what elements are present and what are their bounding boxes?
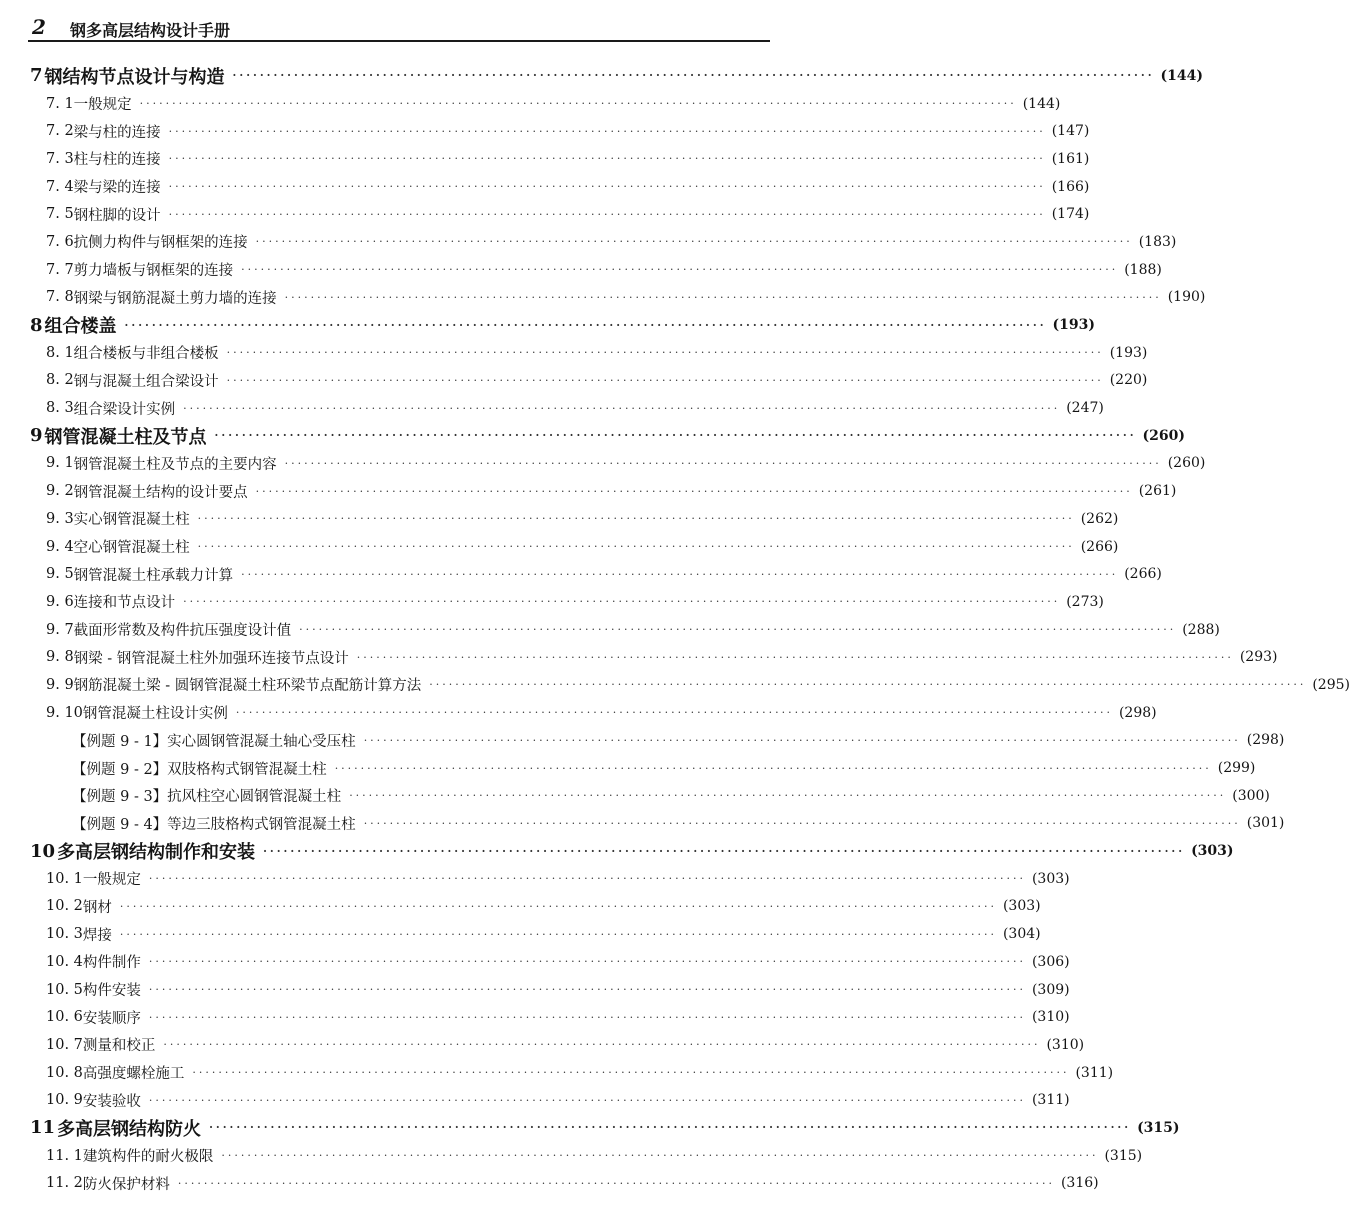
toc-entry [0, 1059, 1114, 1087]
toc-entry-title: 截面形常数及构件抗压强度设计值 [73, 623, 292, 640]
toc-entry-page: (311) [1075, 1064, 1114, 1081]
toc-entry [0, 1142, 1143, 1170]
dot-leader: ······································································································································· [148, 1010, 1026, 1024]
dot-leader: ······································································································································· [148, 1093, 1026, 1107]
dot-leader: ······································································································································· [232, 69, 1155, 83]
toc-entry [0, 782, 1270, 810]
toc-entry-title: 组合梁设计实例 [73, 401, 176, 418]
toc-entry-number: 9. 2 [46, 483, 74, 500]
toc-entry-page: (190) [1167, 289, 1206, 306]
toc-entry-title: 钢柱脚的设计 [73, 207, 161, 224]
toc-entry-title: 钢与混凝土组合梁设计 [73, 373, 219, 390]
toc-entry [0, 1170, 1099, 1198]
dot-leader: ······································································································································· [148, 955, 1026, 969]
toc-entry [0, 422, 1186, 450]
toc-entry [0, 699, 1157, 727]
dot-leader: ······································································································································· [255, 484, 1133, 498]
toc-entry [0, 145, 1090, 173]
toc-entry-title: 建筑构件的耐火极限 [82, 1149, 214, 1166]
dot-leader: ······································································································································· [163, 1038, 1041, 1052]
toc-entry-page: (309) [1031, 981, 1070, 998]
toc-entry [0, 117, 1090, 145]
dot-leader: ······································································································································· [349, 789, 1227, 803]
toc-entry-title: 钢结构节点设计与构造 [44, 66, 225, 88]
dot-leader: ······································································································································· [119, 927, 997, 941]
toc-entry [0, 643, 1278, 671]
toc-entry-number: 9. 8 [46, 649, 74, 666]
toc-entry-title: 安装顺序 [82, 1010, 141, 1027]
toc-entry-number: 10. 7 [46, 1036, 83, 1053]
toc-entry-number: 9 [30, 425, 43, 447]
toc-entry-title: 【例题 9 - 3】抗风柱空心圆钢管混凝土柱 [72, 789, 342, 806]
toc-entry-number: 10. 3 [46, 926, 83, 943]
dot-leader: ······································································································································· [429, 678, 1307, 692]
toc-entry-title: 钢管混凝土结构的设计要点 [73, 484, 248, 501]
dot-leader: ······································································································································· [284, 290, 1162, 304]
toc-entry-page: (220) [1109, 372, 1148, 389]
toc-entry [0, 920, 1041, 948]
dot-leader: ······································································································································· [255, 235, 1133, 249]
toc-entry [0, 616, 1220, 644]
toc-entry-page: (316) [1060, 1175, 1099, 1192]
toc-entry-page: (188) [1124, 261, 1162, 278]
dot-leader: ······································································································································· [363, 816, 1241, 830]
toc-entry-number: 11 [30, 1117, 56, 1139]
toc-entry-page: (310) [1031, 1009, 1070, 1026]
toc-entry-number: 7. 4 [46, 178, 74, 195]
dot-leader: ······································································································································· [168, 124, 1046, 138]
toc-entry [0, 948, 1070, 976]
book-title: 钢多高层结构设计手册 [70, 21, 231, 40]
toc-entry-page: (298) [1118, 704, 1157, 721]
dot-leader: ······································································································································· [124, 318, 1047, 332]
toc-entry-page: (247) [1066, 400, 1104, 417]
dot-leader: ······································································································································· [197, 512, 1075, 526]
dot-leader: ······································································································································· [192, 1066, 1070, 1080]
toc-entry-number: 10. 5 [46, 981, 83, 998]
dot-leader: ······································································································································· [221, 1149, 1099, 1163]
dot-leader: ······································································································································· [148, 872, 1026, 886]
dot-leader: ······································································································································· [299, 623, 1177, 637]
toc-entry-title: 防火保护材料 [82, 1176, 170, 1193]
toc-entry-title: 【例题 9 - 1】实心圆钢管混凝土轴心受压柱 [72, 733, 356, 750]
dot-leader: ······································································································································· [168, 207, 1046, 221]
toc-entry [0, 367, 1148, 395]
toc-entry-number: 7. 5 [46, 206, 74, 223]
dot-leader: ······································································································································· [183, 401, 1061, 415]
toc-entry-page: (306) [1031, 953, 1070, 970]
toc-entry-title: 组合楼板与非组合楼板 [73, 346, 219, 363]
dot-leader: ······································································································································· [119, 899, 997, 913]
toc-entry-title: 焊接 [82, 927, 112, 944]
toc-entry-number: 7. 7 [46, 261, 74, 278]
toc-entry-title: 一般规定 [73, 97, 132, 114]
toc-entry-number: 11. 2 [46, 1175, 83, 1192]
toc-entry-page: (144) [1022, 95, 1061, 112]
toc-entry-page: (304) [1002, 926, 1041, 943]
toc-entry-title: 构件安装 [82, 983, 141, 1000]
toc-entry-number: 7. 8 [46, 289, 74, 306]
toc-entry [0, 256, 1162, 284]
toc-entry-number: 9. 6 [46, 593, 74, 610]
toc-entry [0, 588, 1104, 616]
toc-entry-title: 多高层钢结构制作和安装 [57, 842, 256, 864]
toc-entry-page: (300) [1232, 787, 1270, 804]
toc-entry-number: 9. 3 [46, 510, 74, 527]
toc-entry [0, 671, 1350, 699]
dot-leader: ······································································································································· [241, 567, 1119, 581]
toc-entry-title: 构件制作 [82, 955, 141, 972]
toc-entry [0, 560, 1162, 588]
toc-entry [0, 228, 1177, 256]
toc-entry [0, 90, 1061, 118]
toc-entry-number: 10. 8 [46, 1064, 83, 1081]
table-of-contents [0, 62, 1350, 1197]
toc-entry-page: (183) [1138, 233, 1177, 250]
toc-entry [0, 727, 1285, 755]
toc-entry-number: 9. 1 [46, 455, 74, 472]
toc-entry [0, 394, 1104, 422]
toc-entry-number: 7. 3 [46, 150, 74, 167]
toc-entry-title: 高强度螺栓施工 [82, 1066, 185, 1083]
dot-leader: ······································································································································· [363, 733, 1241, 747]
dot-leader: ······································································································································· [148, 983, 1026, 997]
toc-entry-page: (303) [1031, 870, 1070, 887]
toc-entry [0, 533, 1119, 561]
toc-entry [0, 1003, 1070, 1031]
toc-entry-number: 8. 3 [46, 400, 74, 417]
toc-entry-page: (299) [1217, 760, 1256, 777]
toc-entry-page: (260) [1142, 427, 1186, 444]
toc-entry-page: (193) [1109, 344, 1148, 361]
toc-entry-page: (301) [1246, 815, 1285, 832]
toc-entry [0, 505, 1119, 533]
dot-leader: ······································································································································· [284, 456, 1162, 470]
toc-entry [0, 893, 1041, 921]
toc-entry [0, 1031, 1085, 1059]
toc-entry-title: 钢材 [82, 899, 112, 916]
toc-entry-title: 钢管混凝土柱承载力计算 [73, 567, 234, 584]
dot-leader: ······································································································································· [168, 180, 1046, 194]
toc-entry-page: (288) [1182, 621, 1220, 638]
toc-entry-page: (262) [1080, 510, 1119, 527]
toc-entry-page: (310) [1046, 1036, 1085, 1053]
dot-leader: ······································································································································· [226, 373, 1104, 387]
dot-leader: ······································································································································· [197, 540, 1075, 554]
toc-entry-title: 一般规定 [82, 872, 141, 889]
toc-entry-number: 9. 10 [46, 704, 83, 721]
toc-entry-title: 钢管混凝土柱设计实例 [82, 706, 228, 723]
toc-entry [0, 284, 1206, 312]
toc-entry-number: 10 [30, 840, 56, 862]
toc-entry [0, 810, 1285, 838]
toc-entry-number: 9. 7 [46, 621, 74, 638]
dot-leader: ······································································································································· [168, 152, 1046, 166]
toc-entry-number: 10. 4 [46, 953, 83, 970]
toc-entry [0, 173, 1090, 201]
toc-entry-title: 梁与梁的连接 [73, 180, 161, 197]
toc-entry-number: 9. 4 [46, 538, 74, 555]
dot-leader: ······································································································································· [177, 1176, 1055, 1190]
toc-entry-page: (303) [1191, 843, 1234, 860]
toc-entry-page: (303) [1002, 898, 1041, 915]
toc-entry-title: 安装验收 [82, 1093, 141, 1110]
toc-entry-page: (261) [1138, 483, 1177, 500]
dot-leader: ······································································································································· [334, 761, 1212, 775]
toc-entry [0, 200, 1090, 228]
toc-entry-title: 多高层钢结构防火 [57, 1118, 202, 1140]
dot-leader: ······································································································································· [183, 595, 1061, 609]
toc-entry-number: 9. 5 [46, 566, 74, 583]
toc-entry-page: (266) [1124, 566, 1162, 583]
toc-entry-page: (311) [1031, 1092, 1070, 1109]
dot-leader: ······································································································································· [263, 844, 1186, 858]
toc-entry-title: 测量和校正 [82, 1038, 156, 1055]
toc-entry-title: 连接和节点设计 [73, 595, 176, 612]
toc-entry-number: 10. 9 [46, 1092, 83, 1109]
toc-entry-number: 7. 6 [46, 233, 74, 250]
dot-leader: ······································································································································· [226, 346, 1104, 360]
toc-entry-title: 实心钢管混凝土柱 [73, 512, 190, 529]
toc-entry [0, 477, 1177, 505]
dot-leader: ······································································································································· [356, 650, 1234, 664]
toc-entry [0, 865, 1070, 893]
toc-entry-number: 7. 2 [46, 123, 74, 140]
toc-entry-page: (166) [1051, 178, 1090, 195]
toc-entry-page: (315) [1104, 1147, 1143, 1164]
toc-entry-page: (298) [1246, 732, 1285, 749]
toc-entry [0, 1086, 1070, 1114]
toc-entry-title: 钢筋混凝土梁 - 圆钢管混凝土柱环梁节点配筋计算方法 [73, 678, 422, 695]
toc-entry-number: 8 [30, 314, 43, 336]
toc-entry-title: 抗侧力构件与钢框架的连接 [73, 235, 248, 252]
toc-entry-page: (174) [1051, 206, 1090, 223]
dot-leader: ······································································································································· [241, 263, 1119, 277]
toc-entry-title: 钢梁与钢筋混凝土剪力墙的连接 [73, 290, 277, 307]
toc-entry-number: 10. 2 [46, 898, 83, 915]
toc-entry [0, 62, 1204, 90]
toc-entry [0, 1114, 1180, 1142]
page-number: 2 [32, 15, 46, 39]
dot-leader: ······································································································································· [209, 1121, 1132, 1135]
toc-entry-title: 【例题 9 - 4】等边三肢格构式钢管混凝土柱 [72, 816, 356, 833]
toc-entry-page: (260) [1167, 455, 1206, 472]
toc-entry [0, 837, 1234, 865]
toc-entry-number: 10. 6 [46, 1009, 83, 1026]
toc-entry-title: 梁与柱的连接 [73, 124, 161, 141]
toc-entry [0, 754, 1256, 782]
toc-entry-number: 8. 2 [46, 372, 74, 389]
dot-leader: ······································································································································· [235, 706, 1113, 720]
toc-entry-page: (144) [1160, 67, 1204, 84]
toc-entry [0, 450, 1206, 478]
running-header [28, 12, 770, 42]
toc-entry-page: (161) [1051, 150, 1090, 167]
toc-entry-title: 柱与柱的连接 [73, 152, 161, 169]
toc-entry-number: 8. 1 [46, 344, 74, 361]
toc-entry-title: 钢管混凝土柱及节点的主要内容 [73, 456, 277, 473]
toc-entry [0, 311, 1096, 339]
toc-entry-number: 11. 1 [46, 1147, 83, 1164]
toc-entry-page: (293) [1239, 649, 1278, 666]
dot-leader: ······································································································································· [139, 97, 1017, 111]
toc-entry-number: 7. 1 [46, 95, 74, 112]
toc-entry-page: (266) [1080, 538, 1119, 555]
toc-entry-title: 组合楼盖 [44, 316, 117, 338]
dot-leader: ······································································································································· [214, 429, 1137, 443]
toc-entry-number: 10. 1 [46, 870, 83, 887]
toc-entry-title: 钢管混凝土柱及节点 [44, 426, 207, 448]
toc-entry-title: 空心钢管混凝土柱 [73, 540, 190, 557]
toc-entry-title: 钢梁 - 钢管混凝土柱外加强环连接节点设计 [73, 650, 349, 667]
toc-entry-page: (193) [1052, 317, 1096, 334]
toc-entry-number: 9. 9 [46, 676, 74, 693]
toc-entry-page: (315) [1137, 1119, 1180, 1136]
toc-entry-page: (273) [1066, 593, 1104, 610]
toc-entry-title: 【例题 9 - 2】双肢格构式钢管混凝土柱 [72, 761, 327, 778]
toc-entry-page: (147) [1051, 123, 1090, 140]
toc-entry [0, 976, 1070, 1004]
toc-entry-number: 7 [30, 65, 43, 87]
toc-entry [0, 339, 1148, 367]
toc-entry-title: 剪力墙板与钢框架的连接 [73, 263, 234, 280]
toc-entry-page: (295) [1312, 676, 1350, 693]
